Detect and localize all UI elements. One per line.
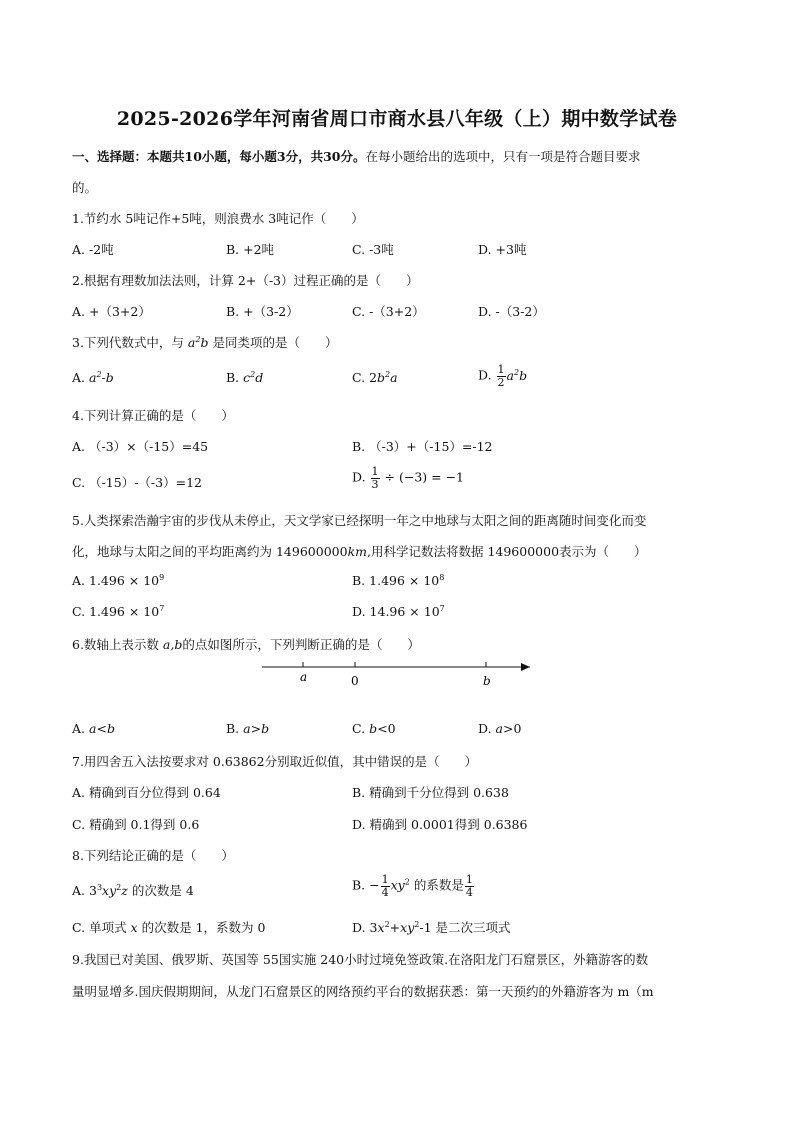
- number-line-arrow: [521, 663, 530, 671]
- q6-option-a: A. a<b: [72, 721, 115, 736]
- q7-option-a: A. 精确到百分位得到 0.64: [72, 785, 221, 800]
- q8-stem: 8.下列结论正确的是（ ）: [72, 848, 234, 863]
- q3-option-c: C. $2b^2a$: [352, 370, 398, 386]
- q5-option-a: A. $1.496 \times 10^9$: [72, 573, 165, 589]
- q2-option-b: B. +（3-2）: [226, 304, 299, 319]
- q8-option-b: B. − $\frac{1}{4}$ $xy^2$ 的系数是 $\frac{1}{4}$: [352, 873, 473, 899]
- q1-option-c: C. -3吨: [352, 242, 394, 257]
- q5-line1: 5.人类探索浩瀚宇宙的步伐从未停止，天文学家已经探明一年之中地球与太阳之间的距离随时间变化而变: [72, 513, 647, 528]
- q3-stem: [72, 333, 337, 351]
- label-a: a: [300, 670, 308, 684]
- q2-option-d: D. -（3-2）: [478, 304, 545, 319]
- q2-option-c: C. -（3+2）: [352, 304, 425, 319]
- q4-option-b: B. （-3）+（-15）=-12: [352, 439, 493, 454]
- section-heading-cont: 的。: [72, 180, 98, 195]
- q5-option-c: C. $1.496 \times 10^7$: [72, 604, 165, 620]
- number-line: [262, 658, 534, 698]
- q9-line2: 量明显增多.国庆假期期间，从龙门石窟景区的网络预约平台的数据获悉：第一天预约的外籍游客为 m（m: [72, 984, 654, 999]
- q2-option-a: A. +（3+2）: [72, 304, 151, 319]
- q4-option-c: C. （-15）-（-3）=12: [72, 475, 202, 490]
- q6-stem: 6.数轴上表示数 a,b的点如图所示，下列判断正确的是（ ）: [72, 637, 420, 652]
- q2-stem: 2.根据有理数加法法则，计算 2+（-3）过程正确的是（ ）: [72, 273, 419, 288]
- q1-option-a: A. -2吨: [72, 242, 114, 257]
- q6-option-d: D. a>0: [478, 721, 522, 736]
- q8-option-a: A. $3^3xy^2z$ 的次数是 4: [72, 882, 194, 898]
- q3-expr: $a^2b$: [187, 334, 209, 350]
- q6-option-b: B. a>b: [226, 721, 270, 736]
- q7-option-c: C. 精确到 0.1得到 0.6: [72, 817, 200, 832]
- q4-stem: 4.下列计算正确的是（ ）: [72, 408, 234, 423]
- q3-stem-post: 是同类项的是（ ）: [212, 335, 338, 350]
- q3-option-d: D. $\frac{1}{2}$ $a^2b$: [478, 363, 528, 389]
- q5-option-b: B. $1.496 \times 10^8$: [352, 573, 445, 589]
- q8-option-c: C. 单项式 x 的次数是 1，系数为 0: [72, 920, 266, 935]
- q3-option-a: A. $a^2-b$: [72, 370, 114, 386]
- q1-stem: 1.节约水 5吨记作+5吨，则浪费水 3吨记作（ ）: [72, 211, 364, 226]
- q7-stem: 7.用四舍五入法按要求对 0.63862分别取近似值，其中错误的是（ ）: [72, 754, 478, 769]
- q1-option-d: D. +3吨: [478, 242, 527, 257]
- section-heading-rest: 在每小题给出的选项中，只有一项是符合题目要求: [365, 149, 641, 164]
- label-zero: 0: [351, 674, 359, 688]
- q9-line1: 9.我国已对美国、俄罗斯、英国等 55国实施 240小时过境免签政策.在洛阳龙门石窟景区，外籍游客的数: [72, 952, 649, 967]
- q6-option-c: C. b<0: [352, 721, 396, 736]
- q8-option-d: D. $3x^2+xy^2-1$ 是二次三项式: [352, 919, 511, 935]
- q5-line2: 化，地球与太阳之间的平均距离约为 149600000km,用科学记数法将数据 149600000表示为（ ）: [72, 544, 647, 559]
- page-title: 2025-2026学年河南省周口市商水县八年级（上）期中数学试卷: [116, 108, 678, 130]
- q3-stem-pre: 3.下列代数式中，与: [72, 335, 188, 350]
- q5-option-d: D. $14.96 \times 10^7$: [352, 604, 445, 620]
- label-b: b: [483, 674, 491, 688]
- q7-option-b: B. 精确到千分位得到 0.638: [352, 785, 509, 800]
- q4-option-d: D. $\frac{1}{3}$ ÷ (−3) = −1: [352, 465, 464, 491]
- q1-option-b: B. +2吨: [226, 242, 275, 257]
- q7-option-d: D. 精确到 0.0001得到 0.6386: [352, 817, 528, 832]
- q4-option-a: A. （-3）×（-15）=45: [72, 439, 209, 454]
- section-heading-bold: 一、选择题：本题共10小题，每小题3分，共30分。: [72, 149, 366, 164]
- q3-option-b: B. $c^2d$: [226, 370, 264, 386]
- section-heading: [72, 147, 641, 165]
